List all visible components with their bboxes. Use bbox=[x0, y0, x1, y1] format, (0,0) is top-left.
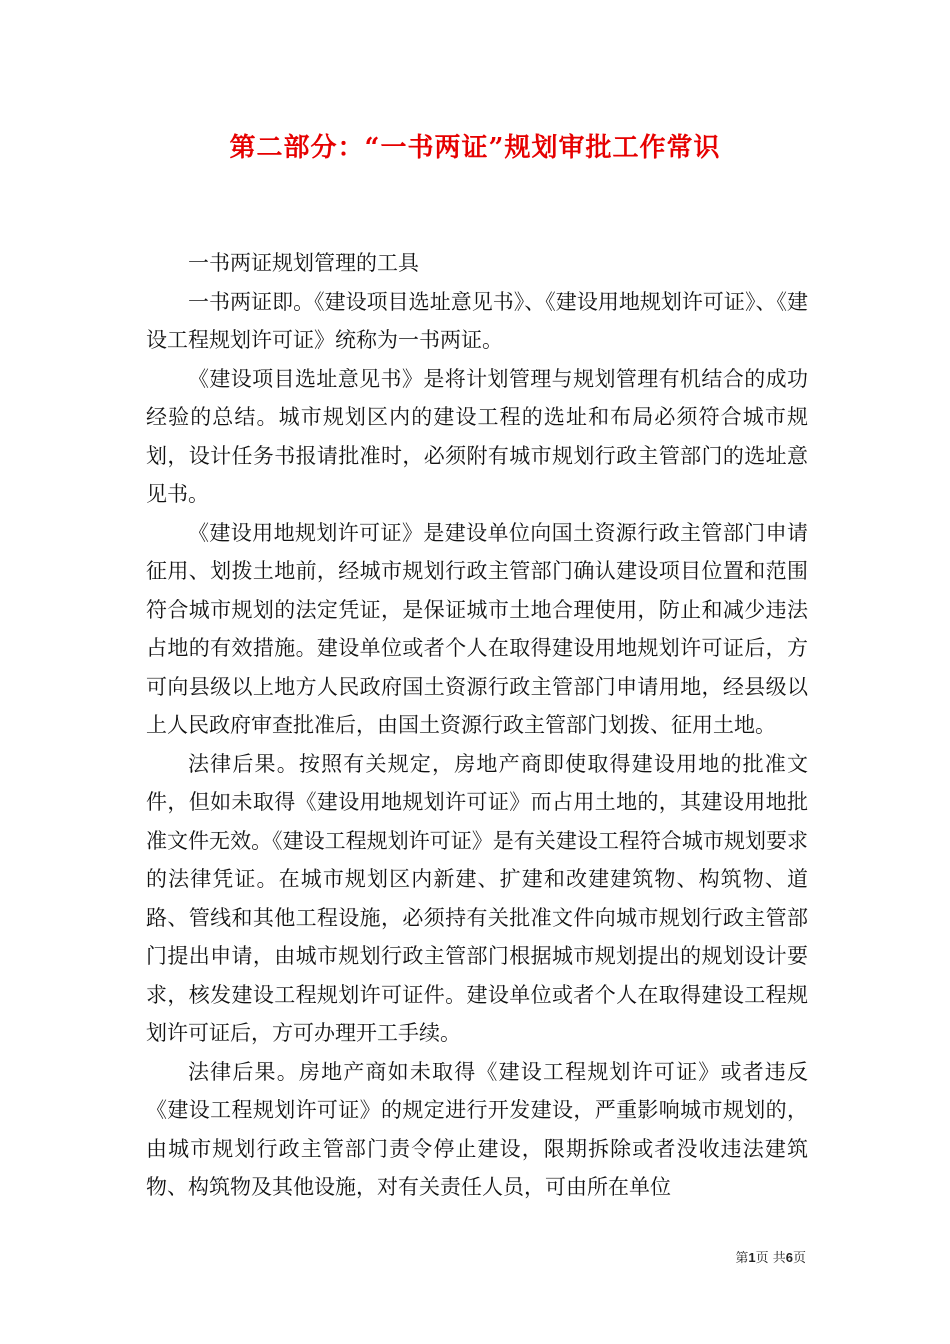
paragraph: 法律后果。房地产商如未取得《建设工程规划许可证》或者违反《建设工程规划许可证》的规定进行开发建设，严重影响城市规划的，由城市规划行政主管部门责令停止建设，限期拆除或者没收违法建筑物、构筑物及其他设施，对有关责任人员，可由所在单位 bbox=[146, 1059, 808, 1199]
footer-prefix: 第 bbox=[735, 1251, 749, 1266]
paragraph-heading: 一书两证规划管理的工具 bbox=[188, 251, 419, 275]
document-body bbox=[146, 244, 808, 1207]
document-title: 第二部分：“一书两证”规划审批工作常识 bbox=[229, 133, 721, 163]
footer-suffix: 页 bbox=[792, 1251, 806, 1266]
paragraph: 《建设用地规划许可证》是建设单位向国土资源行政主管部门申请征用、划拨土地前，经城市规划行政主管部门确认建设项目位置和范围符合城市规划的法定凭证，是保证城市土地合理使用，防止和减少违法占地的有效措施。建设单位或者个人在取得建设用地规划许可证后，方可向县级以上地方人民政府国土资源行政主管部门申请用地，经县级以上人民政府审查批准后，由国土资源行政主管部门划拨、征用土地。 bbox=[146, 520, 808, 737]
paragraph: 一书两证即。《建设项目选址意见书》、《建设用地规划许可证》、《建设工程规划许可证》统称为一书两证。 bbox=[146, 289, 808, 352]
paragraph: 法律后果。按照有关规定，房地产商即使取得建设用地的批准文件，但如未取得《建设用地规划许可证》而占用土地的，其建设用地批准文件无效。《建设工程规划许可证》是有关建设工程符合城市规划要求的法律凭证。在城市规划区内新建、扩建和改建建筑物、构筑物、道路、管线和其他工程设施，必须持有关批准文件向城市规划行政主管部门提出申请，由城市规划行政主管部门根据城市规划提出的规划设计要求，核发建设工程规划许可证件。建设单位或者个人在取得建设工程规划许可证后，方可办理开工手续。 bbox=[146, 751, 808, 1045]
page-footer bbox=[735, 1248, 806, 1269]
footer-middle: 页 共 bbox=[755, 1251, 786, 1266]
paragraph: 《建设项目选址意见书》是将计划管理与规划管理有机结合的成功经验的总结。城市规划区内的建设工程的选址和布局必须符合城市规划，设计任务书报请批准时，必须附有城市规划行政主管部门的选址意见书。 bbox=[146, 366, 808, 506]
current-page-number: 1 bbox=[748, 1250, 756, 1265]
total-page-number: 6 bbox=[785, 1250, 793, 1265]
